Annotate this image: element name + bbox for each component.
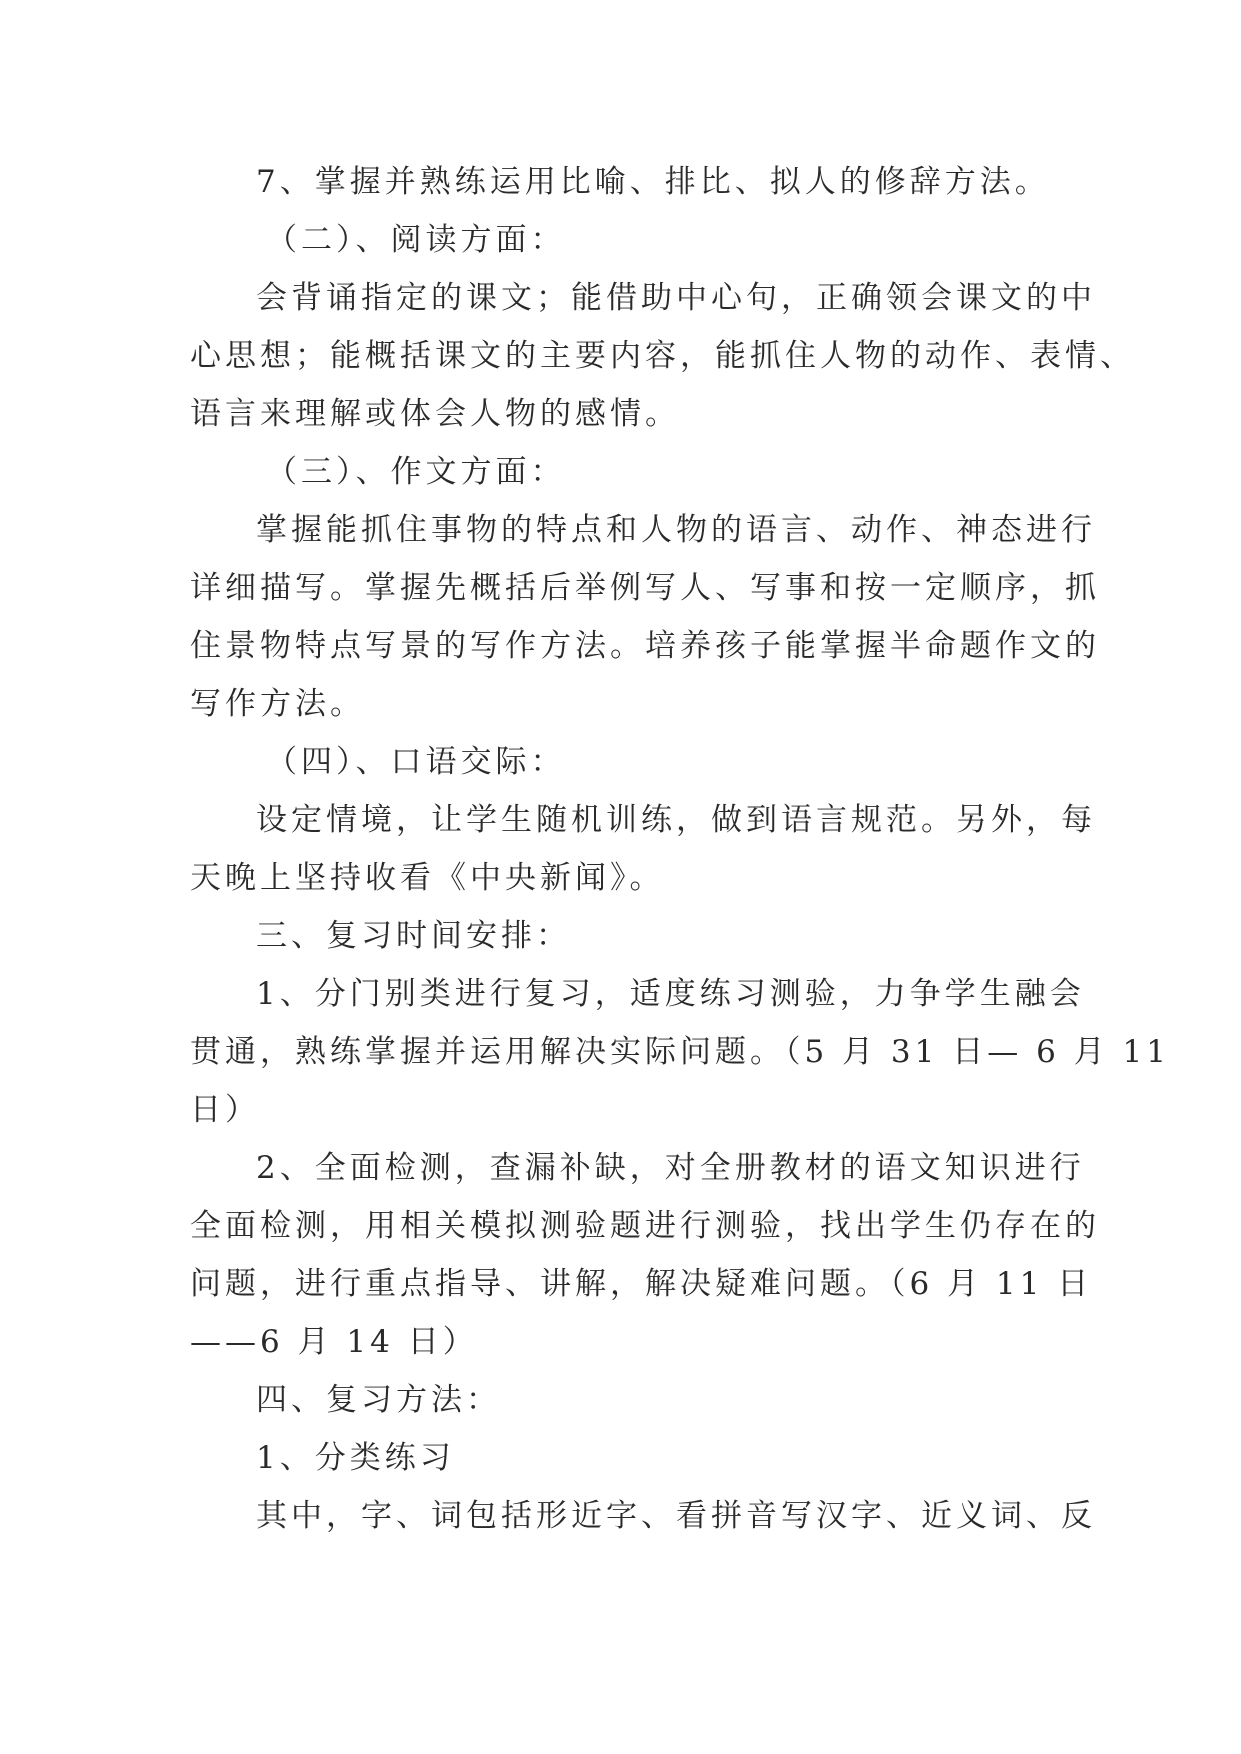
text-line: 2、全面检测，查漏补缺，对全册教材的语文知识进行 (256, 1150, 1085, 1186)
text-line: 1、分类练习 (256, 1440, 455, 1476)
section-heading: （二）、阅读方面： (266, 222, 566, 258)
section-heading: 四、复习方法： (256, 1382, 501, 1418)
section-heading: （三）、作文方面： (266, 454, 566, 490)
section-heading: （四）、口语交际： (266, 744, 566, 780)
text-line: 1、分门别类进行复习，适度练习测验，力争学生融会 (256, 976, 1085, 1012)
text-line: 住景物特点写景的写作方法。培养孩子能掌握半命题作文的 (190, 628, 1100, 664)
section-heading: 三、复习时间安排： (256, 918, 571, 954)
text-line: 问题，进行重点指导、讲解，解决疑难问题。（6 月 11 日 (190, 1266, 1093, 1302)
text-line: 全面检测，用相关模拟测验题进行测验，找出学生仍存在的 (190, 1208, 1100, 1244)
text-line: 7、掌握并熟练运用比喻、排比、拟人的修辞方法。 (256, 164, 1050, 200)
text-line: 设定情境，让学生随机训练，做到语言规范。另外，每 (256, 802, 1096, 838)
text-line: 语言来理解或体会人物的感情。 (190, 396, 680, 432)
text-line: 详细描写。掌握先概括后举例写人、写事和按一定顺序，抓 (190, 570, 1100, 606)
text-line: 心思想；能概括课文的主要内容，能抓住人物的动作、表情、 (190, 338, 1135, 374)
document-body (190, 153, 1170, 1545)
text-line: ——6 月 14 日） (190, 1324, 478, 1360)
text-line: 其中，字、词包括形近字、看拼音写汉字、近义词、反 (256, 1498, 1096, 1534)
text-line: 日） (190, 1092, 260, 1128)
text-line: 贯通，熟练掌握并运用解决实际问题。（5 月 31 日— 6 月 11 (190, 1034, 1170, 1070)
text-line: 会背诵指定的课文；能借助中心句，正确领会课文的中 (256, 280, 1096, 316)
text-line: 掌握能抓住事物的特点和人物的语言、动作、神态进行 (256, 512, 1096, 548)
text-line: 天晚上坚持收看《中央新闻》。 (190, 860, 665, 896)
text-line: 写作方法。 (190, 686, 365, 722)
